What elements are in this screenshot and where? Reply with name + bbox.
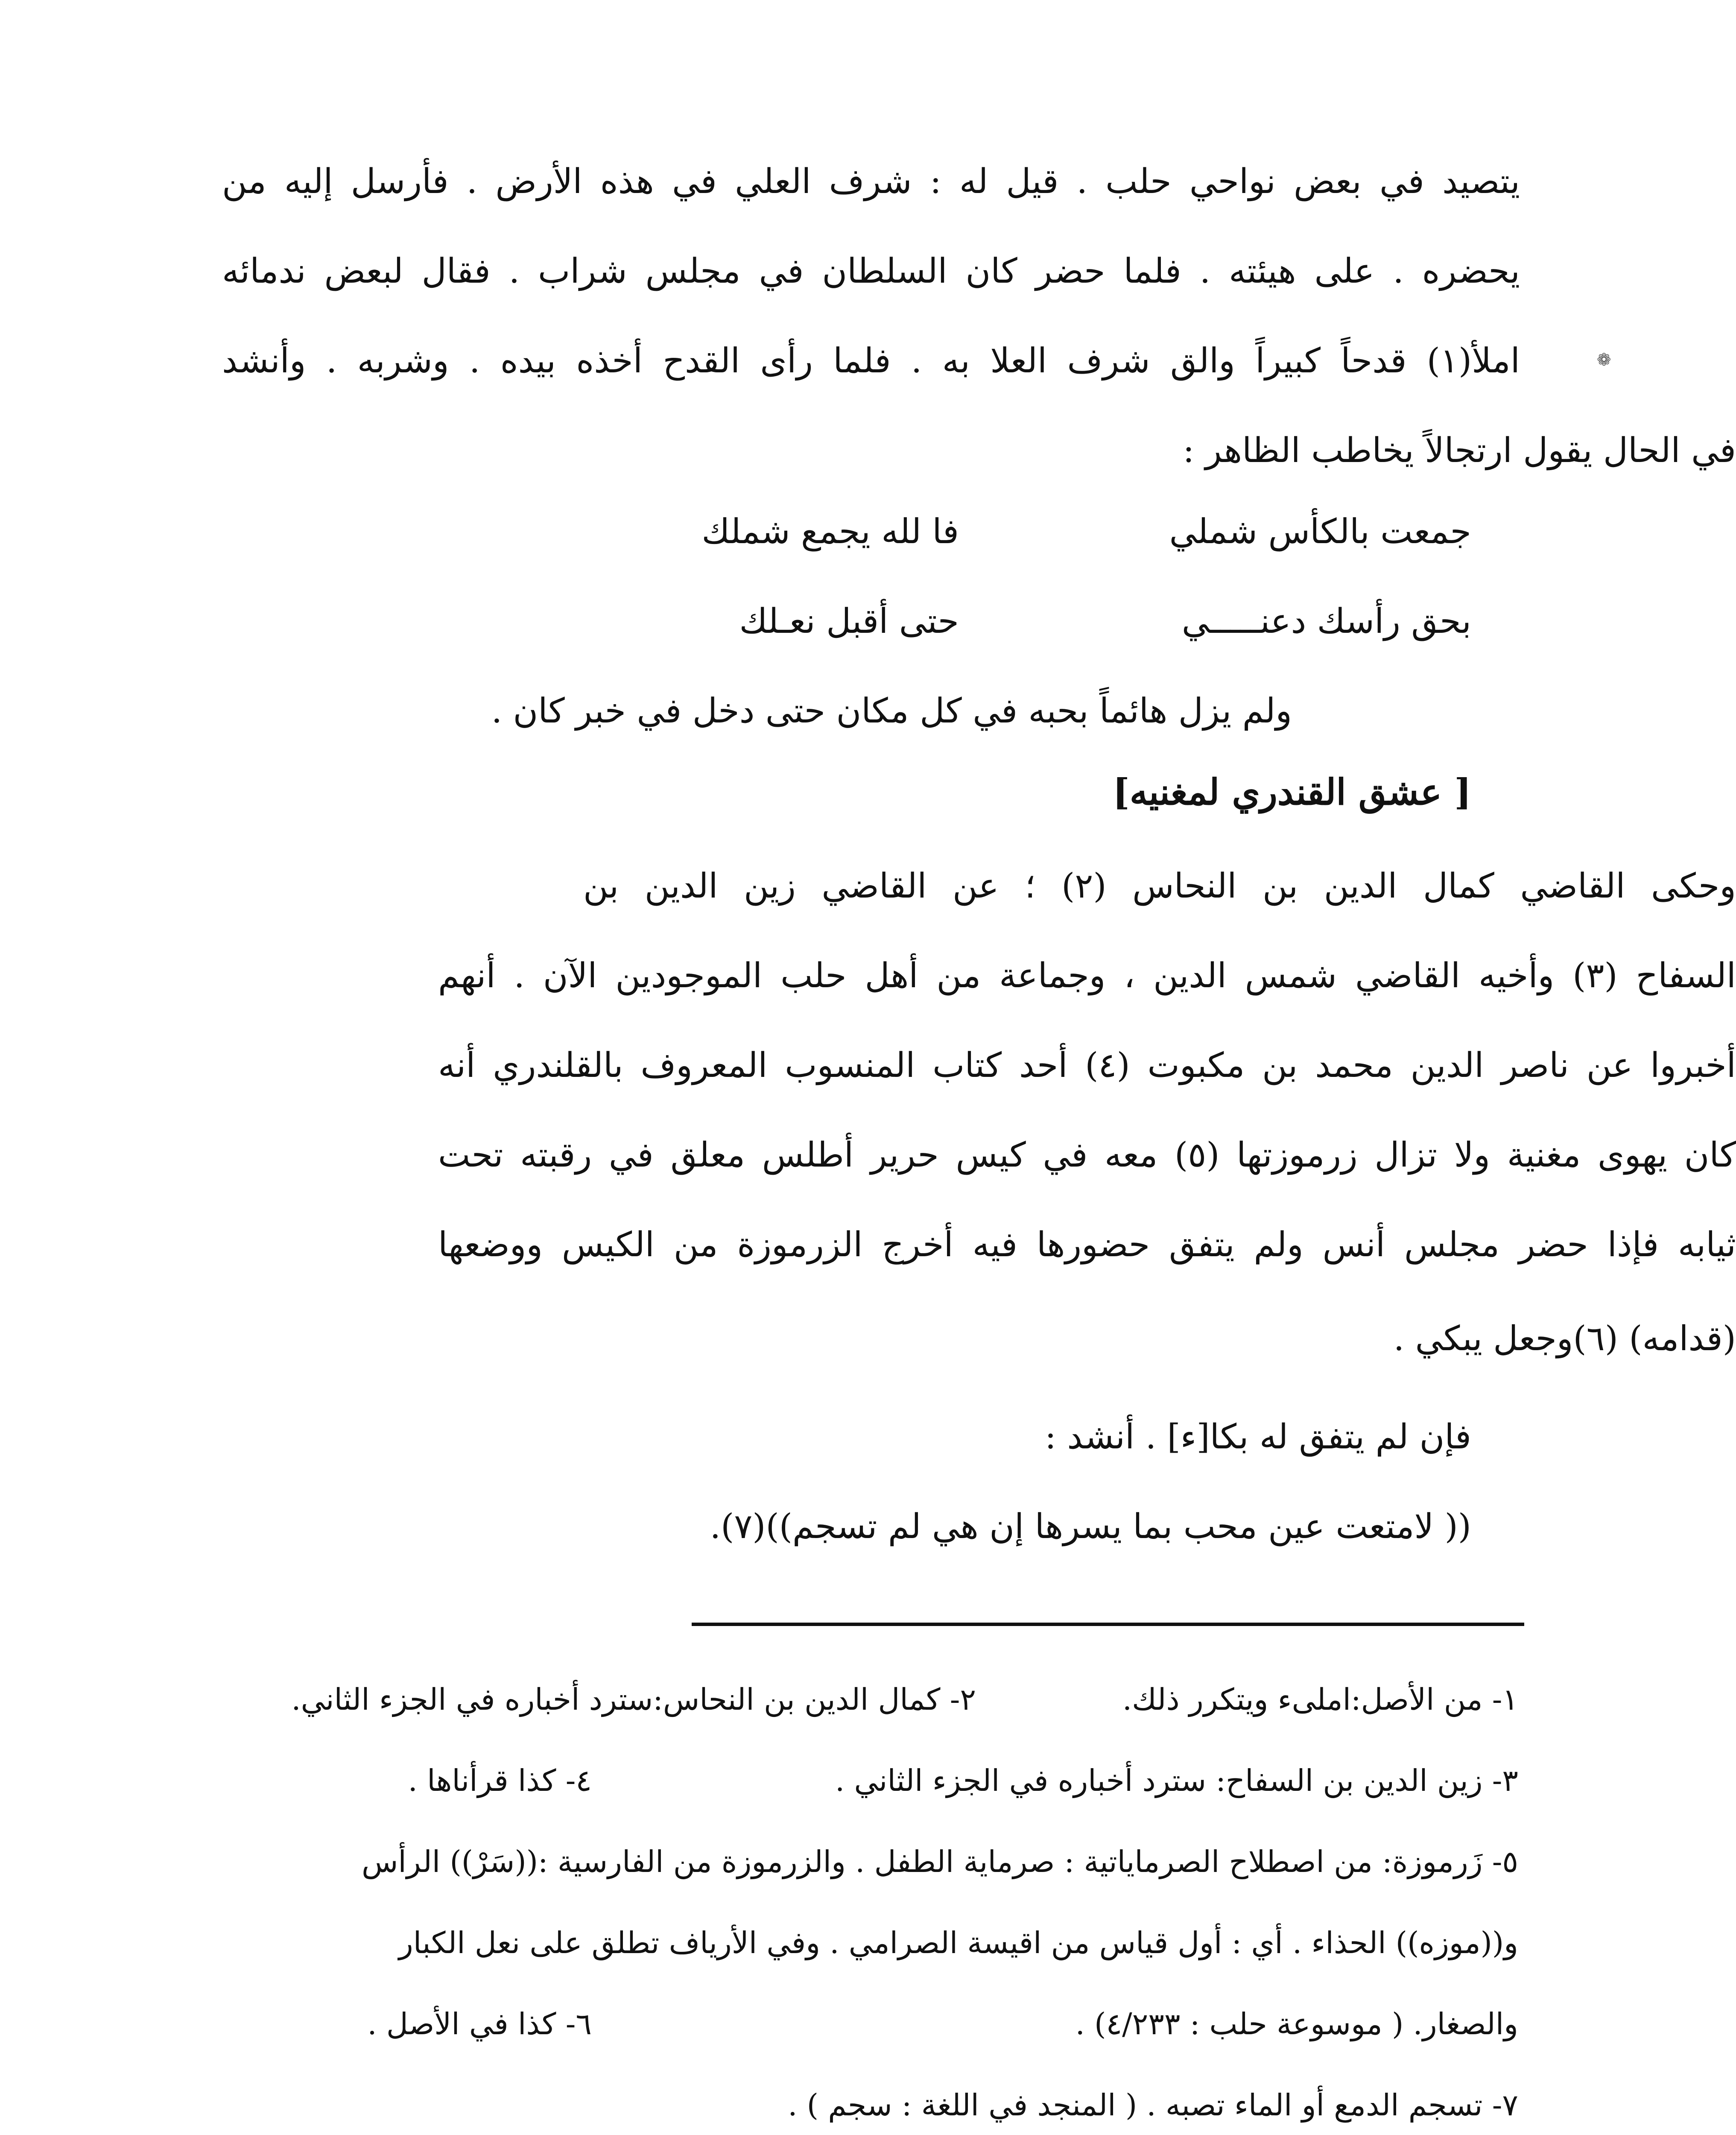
footnote-line: و((موزه)) الحذاء . أي : أول قياس من اقيسة الصرامي . وفي الأرياف تطلق على نعل الكبار [398,1925,1518,1960]
text-line: كان يهوى مغنية ولا تزال زرموزتها (٥) معه في كيس حرير أطلس معلق في رقبته تحت [438,1135,1736,1175]
footnote-line: ٤- كذا قرأناها . [408,1763,592,1798]
text-line: يحضره . على هيئته . فلما حضر كان السلطان في مجلس شراب . فقال لبعض ندمائه [222,251,1520,291]
verse-hemistich-left: حتى أقبل نعـلك [739,601,959,641]
footnote-line: ١- من الأصل:املىء ويتكرر ذلك. [1122,1682,1518,1717]
text-line: ولم يزل هائماً بحبه في كل مكان حتى دخل في خبر كان . [491,691,1292,731]
text-line: (قدامه) (٦)وجعل يبكي . [1393,1319,1736,1358]
margin-ornament: ❁ [1597,350,1611,370]
text-line: يتصيد في بعض نواحي حلب . قيل له : شرف العلي في هذه الأرض . فأرسل إليه من [222,161,1520,201]
text-line: فإن لم يتفق له بكا[ء] . أنشد : [1045,1417,1471,1456]
footnote-line: ٢- كمال الدين بن النحاس:سترد أخباره في الجزء الثاني. [291,1682,976,1717]
verse-hemistich-right: بحق رأسك دعنـــــي [1181,601,1471,641]
footnote-line: ٥- زَرموزة: من اصطلاح الصرماياتية : صرماية الطفل . والزرموزة من الفارسية :((سَرْ)) الرأس [361,1844,1518,1879]
text-line: في الحال يقول ارتجالاً يخاطب الظاهر : [1183,430,1736,470]
text-line: أخبروا عن ناصر الدين محمد بن مكبوت (٤) أحد كتاب المنسوب المعروف بالقلندري أنه [438,1045,1736,1085]
text-line: وحكى القاضي كمال الدين بن النحاس (٢) ؛ عن القاضي زين الدين بن [583,866,1736,906]
verse-hemistich-right: جمعت بالكأس شملي [1169,512,1471,551]
intro-paragraph [222,154,1520,393]
footnote-line: ٦- كذا في الأصل . [367,2006,592,2041]
text-line: السفاح (٣) وأخيه القاضي شمس الدين ، وجماعة من أهل حلب الموجودين الآن . أنهم [438,956,1736,995]
footnote-line: والصغار. ( موسوعة حلب : ٤/٢٣٣) . [1075,2006,1518,2041]
footnote-line: ٧- تسجم الدمع أو الماء تصبه . ( المنجد في اللغة : سجم ) . [788,2088,1518,2123]
footnote-divider [692,1623,1524,1626]
text-line: املأ(١) قدحاً كبيراً والق شرف العلا به . فلما رأى القدح أخذه بيده . وشربه . وأنشد [222,341,1520,380]
footnote-line: ٣- زين الدين بن السفاح: سترد أخباره في الجزء الثاني . [835,1763,1518,1798]
verse-hemistich-left: فا لله يجمع شملك [701,512,959,551]
verse-line: (( لامتعت عين محب بما يسرها إن هي لم تسجم))(٧). [710,1506,1471,1546]
text-line: ثيابه فإذا حضر مجلس أنس ولم يتفق حضورها فيه أخرج الزرموزة من الكيس ووضعها [438,1225,1736,1264]
section-heading: [ عشق القندري لمغنيه] [1113,771,1471,813]
